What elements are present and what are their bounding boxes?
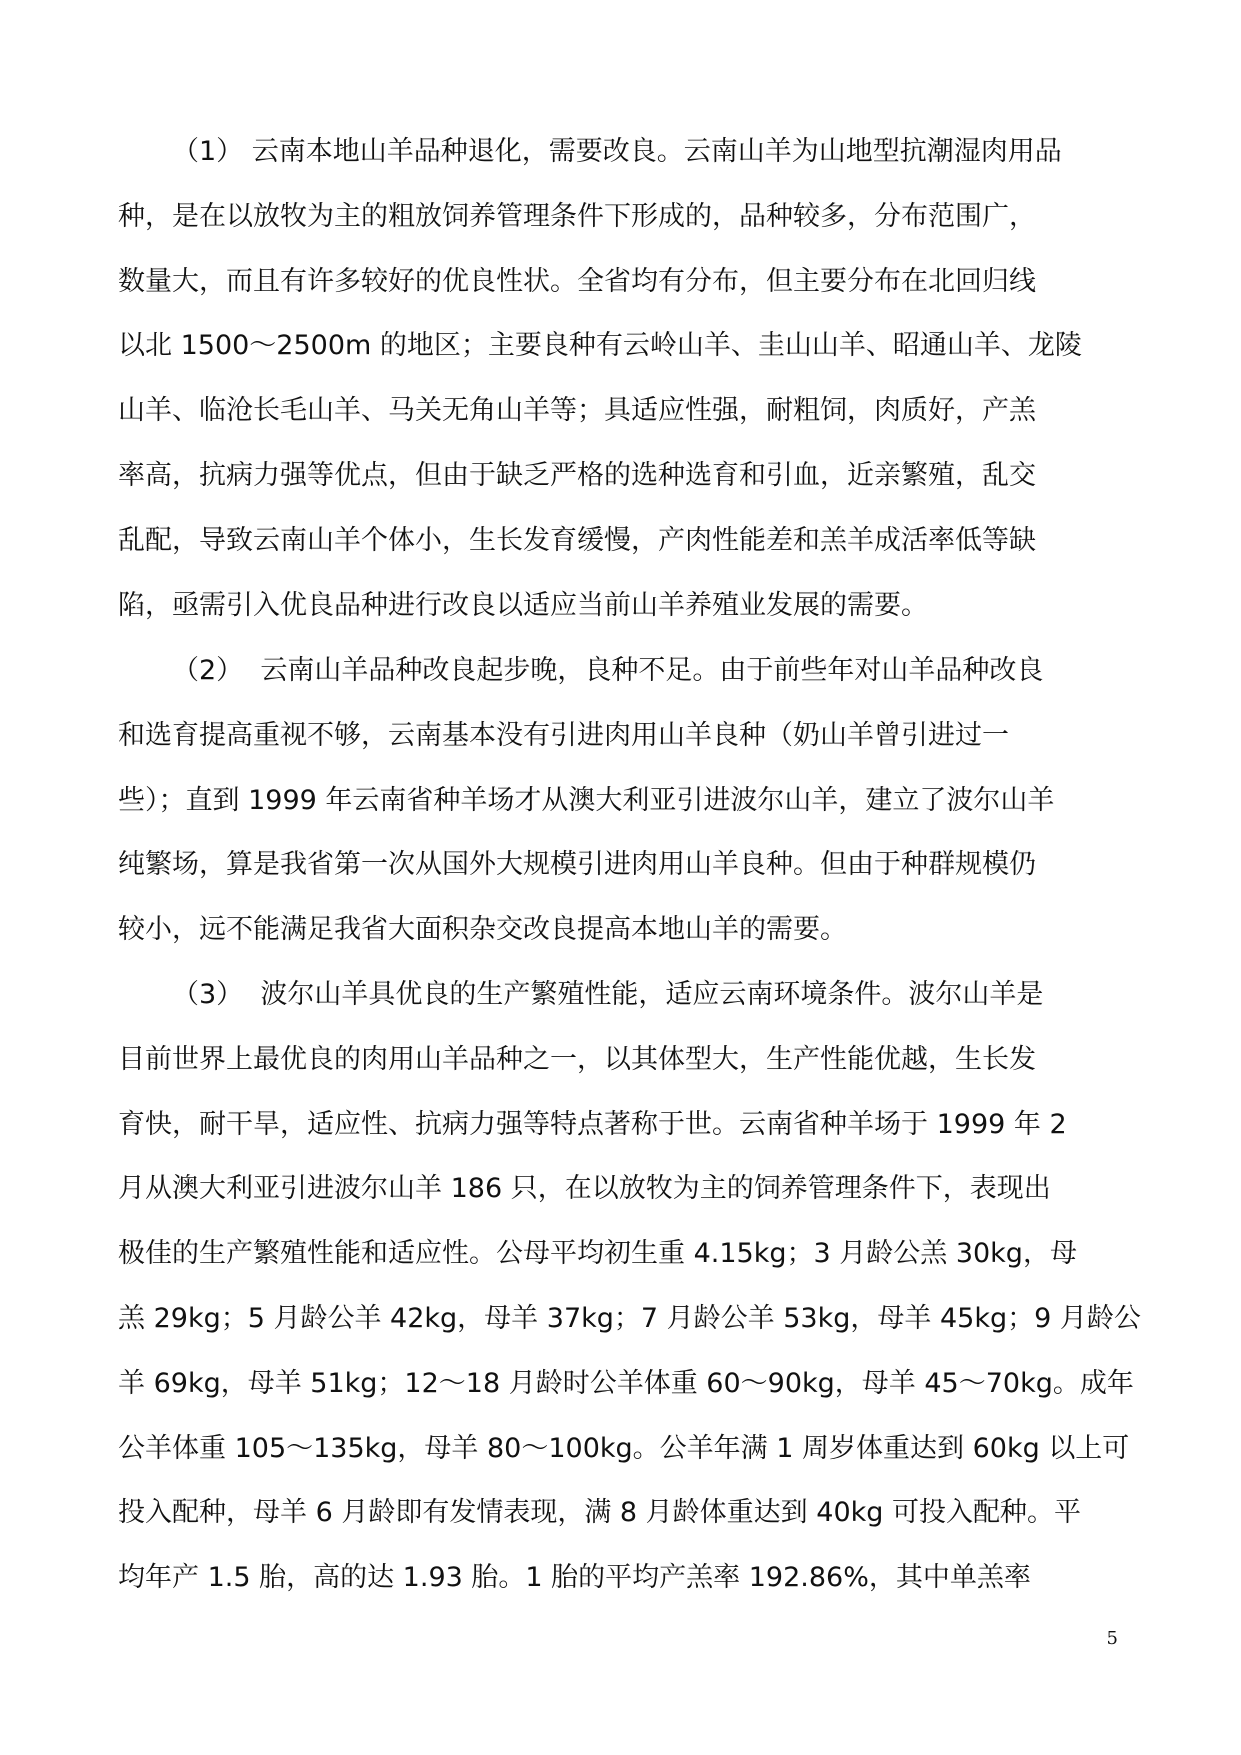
text-line: 率高，抗病力强等优点，但由于缺乏严格的选种选育和引血，近亲繁殖，乱交: [118, 459, 1036, 491]
text-line: 羊 69kg，母羊 51kg；12～18 月龄时公羊体重 60～90kg，母羊 45～70kg。成年: [118, 1367, 1134, 1399]
paragraph-3: [118, 963, 1141, 1611]
text-line: （2） 云南山羊品种改良起步晚，良种不足。由于前些年对山羊品种改良: [172, 655, 1044, 686]
text-line: （1） 云南本地山羊品种退化，需要改良。云南山羊为山地型抗潮湿肉用品: [172, 136, 1062, 167]
text-line: 目前世界上最优良的肉用山羊品种之一，以其体型大，生产性能优越，生长发: [118, 1043, 1036, 1075]
text-line: （3） 波尔山羊具优良的生产繁殖性能，适应云南环境条件。波尔山羊是: [172, 979, 1044, 1010]
text-line: 极佳的生产繁殖性能和适应性。公母平均初生重 4.15kg；3 月龄公羔 30kg，母: [118, 1238, 1077, 1270]
text-line: 较小，远不能满足我省大面积杂交改良提高本地山羊的需要。: [118, 914, 847, 946]
text-line: 乱配，导致云南山羊个体小，生长发育缓慢，产肉性能差和羔羊成活率低等缺: [118, 524, 1036, 556]
text-line: 均年产 1.5 胎，高的达 1.93 胎。1 胎的平均产羔率 192.86%，其中单羔率: [118, 1562, 1031, 1594]
page-number: 5: [1106, 1628, 1118, 1649]
text-line: 种，是在以放牧为主的粗放饲养管理条件下形成的，品种较多，分布范围广，: [118, 200, 1036, 232]
text-line: 山羊、临沧长毛山羊、马关无角山羊等；具适应性强，耐粗饲，肉质好，产羔: [118, 395, 1036, 427]
text-line: 数量大，而且有许多较好的优良性状。全省均有分布，但主要分布在北回归线: [118, 265, 1036, 297]
text-line: 以北 1500～2500m 的地区；主要良种有云岭山羊、圭山山羊、昭通山羊、龙陵: [118, 330, 1082, 362]
text-line: 纯繁场，算是我省第一次从国外大规模引进肉用山羊良种。但由于种群规模仍: [118, 849, 1036, 881]
text-line: 陷，亟需引入优良品种进行改良以适应当前山羊养殖业发展的需要。: [118, 589, 928, 621]
text-line: 育快，耐干旱，适应性、抗病力强等特点著称于世。云南省种羊场于 1999 年 2: [118, 1108, 1067, 1140]
text-line: 些）；直到 1999 年云南省种羊场才从澳大利亚引进波尔山羊，建立了波尔山羊: [118, 784, 1055, 816]
paragraph-1: [118, 120, 1124, 638]
text-line: 投入配种，母羊 6 月龄即有发情表现，满 8 月龄体重达到 40kg 可投入配种。平: [118, 1497, 1081, 1529]
text-line: 月从澳大利亚引进波尔山羊 186 只，在以放牧为主的饲养管理条件下，表现出: [118, 1173, 1051, 1205]
text-line: 和选育提高重视不够，云南基本没有引进肉用山羊良种（奶山羊曾引进过一: [118, 719, 1009, 751]
paragraph-2: [118, 639, 1124, 963]
text-line: 羔 29kg；5 月龄公羊 42kg，母羊 37kg；7 月龄公羊 53kg，母羊 45kg；9 月龄公: [118, 1302, 1141, 1334]
text-line: 公羊体重 105～135kg，母羊 80～100kg。公羊年满 1 周岁体重达到 60kg 以上可: [118, 1432, 1130, 1464]
